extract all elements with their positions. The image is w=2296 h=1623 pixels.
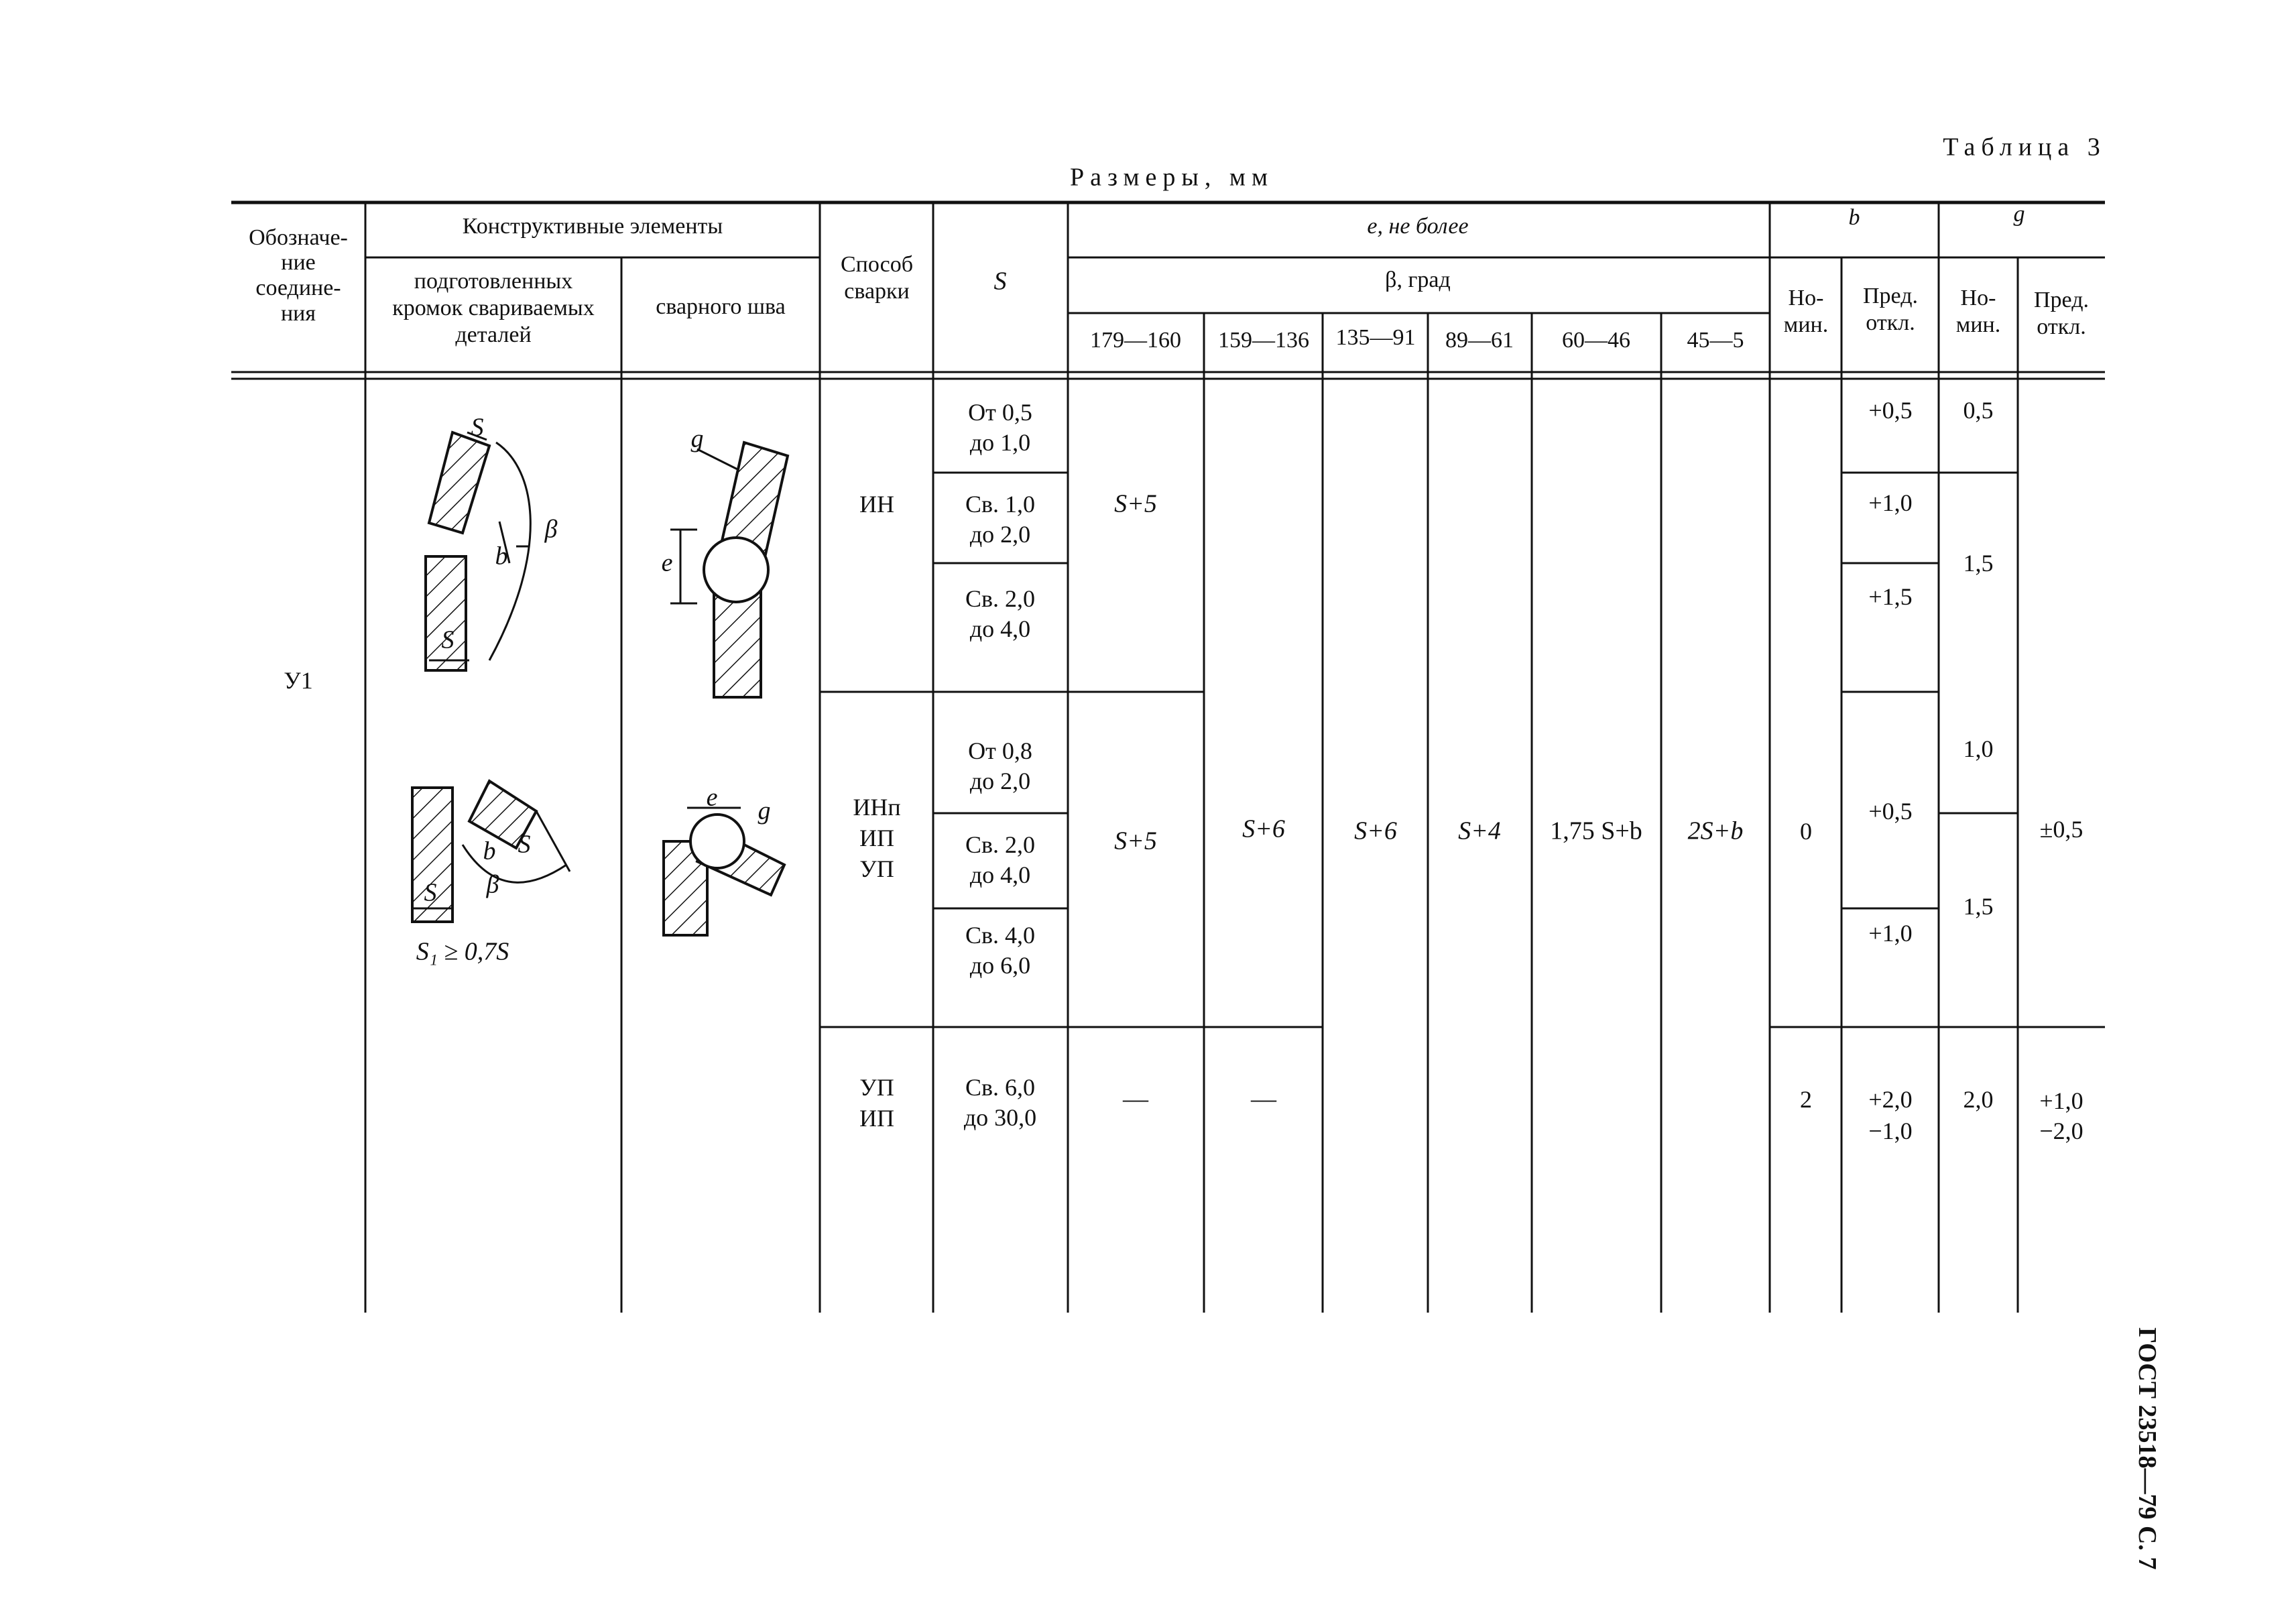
s-range-7a: Св. 6,0 xyxy=(965,1073,1036,1101)
b-pred-1: +0,5 xyxy=(1868,396,1913,424)
drawing-label-beta-bottom: β xyxy=(486,870,499,899)
hdr-g-pred-1: Пред. xyxy=(2034,287,2089,312)
table-label: Таблица 3 xyxy=(1943,133,2106,162)
s-range-6a: Св. 4,0 xyxy=(965,921,1036,949)
drawing-label-b-bottom: b xyxy=(483,837,496,865)
s-range-1b: до 1,0 xyxy=(969,428,1031,456)
s-range-2b: до 2,0 xyxy=(969,520,1031,548)
s-range-5b: до 4,0 xyxy=(969,861,1031,888)
hdr-g-nom-1: Но- xyxy=(1960,285,1996,310)
designation-value: У1 xyxy=(284,666,313,694)
g-pred-2b: −2,0 xyxy=(2039,1117,2083,1144)
b-nom-2: 2 xyxy=(1800,1085,1812,1113)
e-159: S+6 xyxy=(1242,815,1285,843)
s-range-4b: до 2,0 xyxy=(969,767,1031,794)
seam-top-weld xyxy=(704,538,768,602)
hdr-prepared-2: кромок свариваемых xyxy=(392,295,595,320)
method-group3-1: УП xyxy=(859,1073,894,1101)
prepared-top-inclined-plate xyxy=(429,432,489,533)
e-60: 1,75 S+b xyxy=(1550,817,1642,845)
e-135: S+6 xyxy=(1354,817,1397,845)
drawing-label-g-bottom: g xyxy=(758,796,771,825)
seam-bottom-weld xyxy=(690,815,744,868)
b-pred-6b: −1,0 xyxy=(1868,1117,1913,1144)
sizes-label: Размеры, мм xyxy=(1069,163,1274,192)
hdr-e: e, не более xyxy=(1367,213,1469,239)
hdr-beta: β, град xyxy=(1385,267,1451,292)
method-group2-3: УП xyxy=(859,855,894,882)
drawing-label-g: g xyxy=(690,424,704,453)
hdr-range-45-5: 45—5 xyxy=(1687,327,1744,353)
hdr-designation-4: ния xyxy=(280,300,316,326)
method-group2-1: ИНп xyxy=(853,793,901,821)
e-179-group3: — xyxy=(1123,1085,1148,1114)
hdr-g: g xyxy=(2013,201,2025,227)
g-nom-4: 1,5 xyxy=(1963,892,1994,920)
drawing-label-beta: β xyxy=(544,515,558,544)
drawing-label-e-bottom: e xyxy=(706,783,718,812)
s-range-6b: до 6,0 xyxy=(969,951,1031,979)
s-range-3a: Св. 2,0 xyxy=(965,585,1036,612)
g-nom-3: 1,0 xyxy=(1963,735,1994,762)
hdr-b-pred-1: Пред. xyxy=(1863,283,1918,308)
hdr-prepared-1: подготовленных xyxy=(414,268,573,294)
s-range-7b: до 30,0 xyxy=(963,1103,1037,1131)
method-in: ИН xyxy=(859,490,894,518)
b-pred-3: +1,5 xyxy=(1868,583,1913,610)
hdr-range-135-91: 135—91 xyxy=(1335,324,1416,350)
g-nom-1: 0,5 xyxy=(1963,396,1994,424)
e-45: 2S+b xyxy=(1687,817,1744,845)
hdr-b: b xyxy=(1848,204,1860,230)
hdr-range-60-46: 60—46 xyxy=(1562,327,1630,353)
b-nom-1: 0 xyxy=(1800,817,1812,845)
g-nom-2: 1,5 xyxy=(1963,549,1994,577)
hdr-prepared-3: деталей xyxy=(455,322,532,347)
drawing-label-e: e xyxy=(661,548,673,577)
drawing-label-b: b xyxy=(495,542,508,570)
hdr-range-159-136: 159—136 xyxy=(1218,327,1309,353)
drawing-condition: S₁ ≥ 0,7S xyxy=(416,937,509,966)
seam-top-vertical-plate xyxy=(714,590,761,697)
e-159-group3: — xyxy=(1251,1085,1276,1114)
hdr-b-nom-2: мин. xyxy=(1783,312,1829,337)
hdr-range-179-160: 179—160 xyxy=(1090,327,1181,353)
hdr-constructive: Конструктивные элементы xyxy=(462,213,723,239)
e-89: S+4 xyxy=(1458,817,1501,845)
e-179-group2: S+5 xyxy=(1114,827,1157,855)
b-pred-5: +1,0 xyxy=(1868,919,1913,947)
drawing-label-s-bottom: S xyxy=(518,830,531,859)
g-nom-5: 2,0 xyxy=(1963,1085,1994,1113)
drawing-label-s1: S xyxy=(441,625,455,654)
g-pred-1: ±0,5 xyxy=(2039,815,2083,843)
s-range-3b: до 4,0 xyxy=(969,615,1031,642)
hdr-range-89-61: 89—61 xyxy=(1445,327,1514,353)
hdr-designation-3: соедине- xyxy=(255,275,341,300)
hdr-s: S xyxy=(993,267,1007,296)
hdr-designation-1: Обозначе- xyxy=(249,225,348,250)
b-pred-6a: +2,0 xyxy=(1868,1085,1913,1113)
method-group3-2: ИП xyxy=(859,1104,894,1132)
hdr-seam: сварного шва xyxy=(656,294,786,319)
s-range-2a: Св. 1,0 xyxy=(965,490,1036,518)
hdr-method-1: Способ xyxy=(840,251,914,277)
s-range-5a: Св. 2,0 xyxy=(965,831,1036,858)
s-range-4a: От 0,8 xyxy=(968,737,1032,764)
drawing-label-s: S xyxy=(471,413,484,442)
g-pred-2a: +1,0 xyxy=(2039,1087,2083,1114)
hdr-b-nom-1: Но- xyxy=(1788,285,1824,310)
hdr-designation-2: ние xyxy=(281,249,316,275)
drawing-label-s1-bottom: S xyxy=(424,878,437,907)
hdr-g-nom-2: мин. xyxy=(1955,312,2001,337)
hdr-method-2: сварки xyxy=(844,278,910,304)
method-group2-2: ИП xyxy=(859,824,894,851)
e-179-group1: S+5 xyxy=(1114,489,1157,518)
b-pred-4: +0,5 xyxy=(1868,797,1913,825)
hdr-b-pred-2: откл. xyxy=(1866,310,1915,335)
b-pred-2: +1,0 xyxy=(1868,489,1913,516)
gost-side-label: ГОСТ 23518—79 С. 7 xyxy=(2133,1327,2161,1570)
s-range-1a: От 0,5 xyxy=(968,398,1032,426)
hdr-g-pred-2: откл. xyxy=(2037,314,2086,339)
